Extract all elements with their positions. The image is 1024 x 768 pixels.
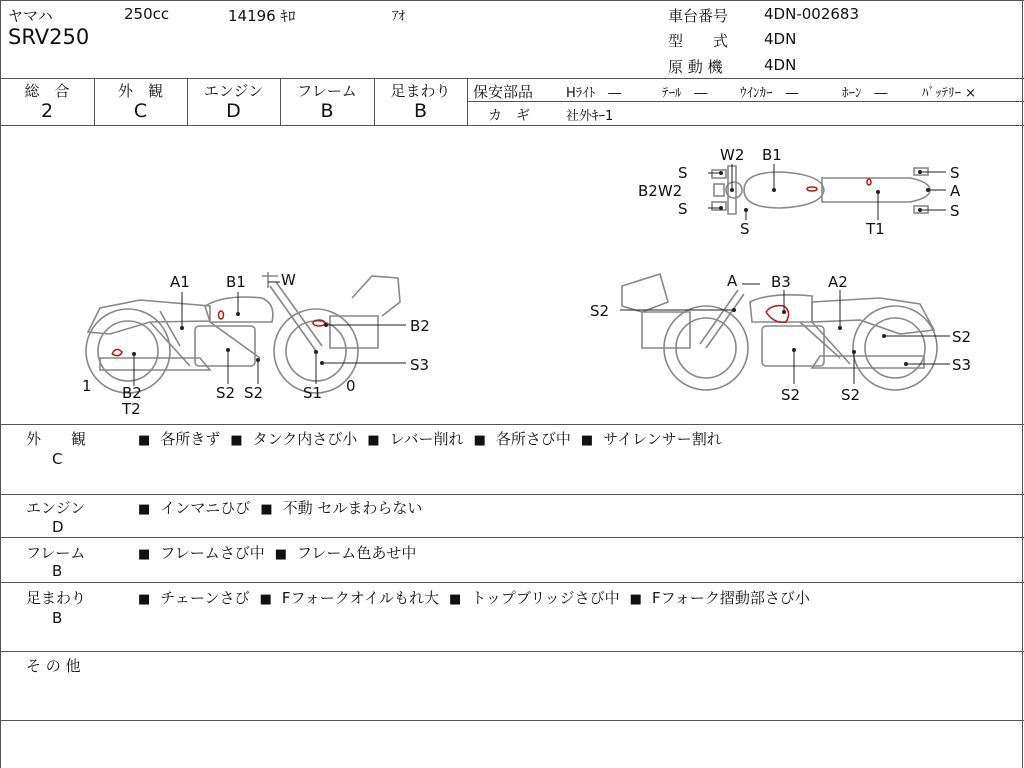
note-exterior-grade: C <box>52 450 63 468</box>
model-name: SRV250 <box>8 25 90 49</box>
mileage: 14196 ｷﾛ <box>228 7 296 25</box>
left-rear-rim <box>98 321 158 381</box>
top-seat <box>822 178 930 202</box>
label-right-s2b2: S2 <box>841 386 861 404</box>
label-right-s2b1: S2 <box>781 386 801 404</box>
note-frame-items <box>138 542 426 563</box>
label-right-a: A <box>727 272 738 290</box>
note-engine-items <box>138 497 432 518</box>
label-left-s1: S1 <box>303 384 323 402</box>
left-front-fork <box>270 282 322 351</box>
label-left-b2t2: B2 <box>122 384 142 402</box>
note-item: ■ トップブリッジさび中 <box>449 587 620 608</box>
label-left-b2: B2 <box>410 317 430 335</box>
grade-divider-5 <box>467 78 468 125</box>
right-fairing-box <box>622 274 690 348</box>
notes-line-4 <box>0 651 1024 652</box>
label-right-a2: A2 <box>828 273 848 291</box>
right-damage-mark-tank <box>766 306 789 323</box>
note-item: ■ 各所さび中 <box>474 428 571 449</box>
label-right-s2r: S2 <box>952 328 972 346</box>
left-damage-mark-rear <box>112 349 122 355</box>
label-right-b3: B3 <box>771 273 791 291</box>
label-left-t2: T2 <box>122 400 141 418</box>
grades-top-line <box>0 78 1024 79</box>
notes-line-5 <box>0 720 1024 721</box>
type-label: 型 式 <box>668 32 729 50</box>
right-frame <box>800 322 850 364</box>
note-exterior-items <box>138 428 732 449</box>
top-winker-fl <box>712 170 726 178</box>
note-item: ■ インマニひび <box>138 497 250 518</box>
note-engine-grade: D <box>52 518 64 536</box>
notes-line-3 <box>0 582 1024 583</box>
note-frame-label: フレーム <box>26 544 86 562</box>
engine-type-label: 原 動 機 <box>668 58 723 76</box>
note-other-label: そ の 他 <box>26 657 81 675</box>
frame-right <box>1022 0 1023 768</box>
safety-battery: ﾊﾞｯﾃﾘｰ × <box>922 86 977 101</box>
displacement: 250cc <box>124 5 170 23</box>
label-left-a1: A1 <box>170 273 190 291</box>
grade-engine-label: エンジン <box>203 82 264 100</box>
label-top-s-fl: S <box>678 164 688 182</box>
note-suspension-label: 足まわり <box>26 589 87 607</box>
notes-top-line <box>0 424 1024 425</box>
label-left-zero: 0 <box>346 377 356 395</box>
key-label: カ ギ <box>488 108 530 124</box>
label-left-s2b: S2 <box>244 384 264 402</box>
label-left-s2a: S2 <box>216 384 236 402</box>
label-left-s3: S3 <box>410 356 430 374</box>
grade-overall-label: 総 合 <box>24 82 70 100</box>
left-damage-mark-tank <box>219 311 224 319</box>
left-fairing-box <box>330 276 400 348</box>
bike-top-view <box>712 166 930 214</box>
note-item: ■ Fフォーク摺動部さび小 <box>630 587 810 608</box>
type-value: 4DN <box>764 30 797 48</box>
label-top-s-rl: S <box>950 164 960 182</box>
note-exterior-label: 外 観 <box>26 430 87 448</box>
note-frame-grade: B <box>52 562 63 580</box>
safety-headlight: Hﾗｲﾄ ― <box>566 86 622 101</box>
body-color: ｱｵ <box>392 9 405 24</box>
grade-exterior-label: 外 観 <box>117 82 163 100</box>
top-damage-mark-tank <box>807 187 817 191</box>
note-item: ■ フレーム色あせ中 <box>275 542 417 563</box>
top-damage-mark-seat <box>867 179 871 185</box>
right-rear-rim <box>865 318 925 378</box>
top-mirror <box>714 184 724 196</box>
grade-exterior-value: C <box>133 100 148 122</box>
safety-winker: ｳｲﾝｶｰ ― <box>740 86 799 101</box>
note-item: ■ フレームさび中 <box>138 542 265 563</box>
safety-mid-line <box>467 101 1024 102</box>
label-top-b2w2: B2W2 <box>638 182 683 200</box>
grade-suspension-label: 足まわり <box>390 82 451 100</box>
notes-line-1 <box>0 494 1024 495</box>
safety-taillight: ﾃｰﾙ ― <box>662 86 708 101</box>
label-left-w: W <box>281 271 296 289</box>
left-fuel-tank <box>205 297 273 322</box>
label-top-s-front: S <box>740 220 750 238</box>
label-top-b1: B1 <box>762 146 782 164</box>
note-item: ■ チェーンさび <box>138 587 250 608</box>
label-top-w2: W2 <box>720 146 745 164</box>
note-engine-label: エンジン <box>26 499 86 517</box>
safety-title: 保安部品 <box>473 83 534 101</box>
bike-right-side-view <box>622 274 937 390</box>
label-left-b1: B1 <box>226 273 246 291</box>
grade-frame-label: フレーム <box>297 82 357 100</box>
grade-suspension-value: B <box>413 100 428 122</box>
note-item: ■ Fフォークオイルもれ大 <box>260 587 439 608</box>
engine-type-value: 4DN <box>764 56 797 74</box>
note-suspension-items <box>138 587 820 608</box>
note-item: ■ サイレンサー割れ <box>581 428 722 449</box>
note-suspension-grade: B <box>52 609 63 627</box>
left-handlebar <box>262 272 278 288</box>
label-top-s-rr: S <box>950 202 960 220</box>
note-item: ■ 各所きず <box>138 428 220 449</box>
label-top-t1: T1 <box>866 220 885 238</box>
damage-diagram <box>0 126 1022 424</box>
note-item: ■ レバー削れ <box>367 428 463 449</box>
safety-horn: ﾎｰﾝ ― <box>842 86 888 101</box>
grade-engine-value: D <box>226 100 241 122</box>
label-top-a: A <box>950 182 961 200</box>
right-engine <box>762 326 824 366</box>
key-value: 社外ｷｰ1 <box>566 109 614 124</box>
maker-name: ヤマハ <box>8 7 53 25</box>
top-winker-fr <box>712 202 726 210</box>
right-fuel-tank <box>750 295 812 322</box>
top-fuel-tank <box>744 172 824 208</box>
label-left-one: 1 <box>82 377 92 395</box>
label-top-s-fr: S <box>678 200 688 218</box>
grade-overall-value: 2 <box>40 100 54 122</box>
notes-line-2 <box>0 537 1024 538</box>
note-item: ■ 不動 セルまわらない <box>260 497 422 518</box>
frame-number-label: 車台番号 <box>668 7 729 25</box>
note-item: ■ タンク内さび小 <box>230 428 357 449</box>
label-right-s3: S3 <box>952 356 972 374</box>
frame-top <box>0 0 1024 1</box>
label-right-s2l: S2 <box>590 302 610 320</box>
frame-number-value: 4DN-002683 <box>764 5 859 23</box>
grade-frame-value: B <box>320 100 334 122</box>
